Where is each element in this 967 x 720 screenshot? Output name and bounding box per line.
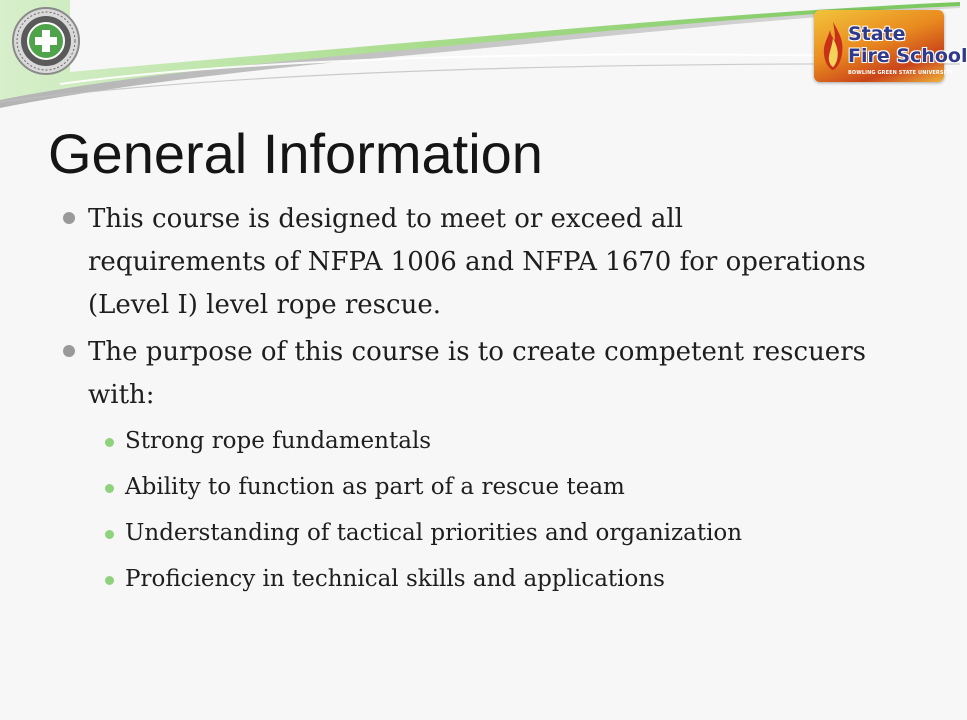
- sub-bullet-item: Understanding of tactical priorities and organization: [125, 510, 905, 556]
- state-fire-school-logo: [814, 10, 967, 82]
- logo-line-fire-school: Fire School: [848, 45, 967, 67]
- logo-line-state: State: [848, 23, 906, 45]
- bullet-item: The purpose of this course is to create competent rescuers with:: [88, 331, 868, 417]
- sub-bullet-item: Proficiency in technical skills and applications: [125, 556, 905, 602]
- sub-bullet-item: Ability to function as part of a rescue team: [125, 464, 905, 510]
- logo-line-university: BOWLING GREEN STATE UNIVERSITY: [848, 70, 953, 76]
- slide-title: General Information: [48, 122, 543, 185]
- flame-icon: [820, 20, 846, 72]
- bullet-item: This course is designed to meet or exceed all requirements of NFPA 1006 and NFPA 1670 for operations (Level I) level rope rescue.: [88, 198, 868, 327]
- rescue-badge-logo: [11, 6, 81, 76]
- sub-bullet-item: Strong rope fundamentals: [125, 418, 905, 464]
